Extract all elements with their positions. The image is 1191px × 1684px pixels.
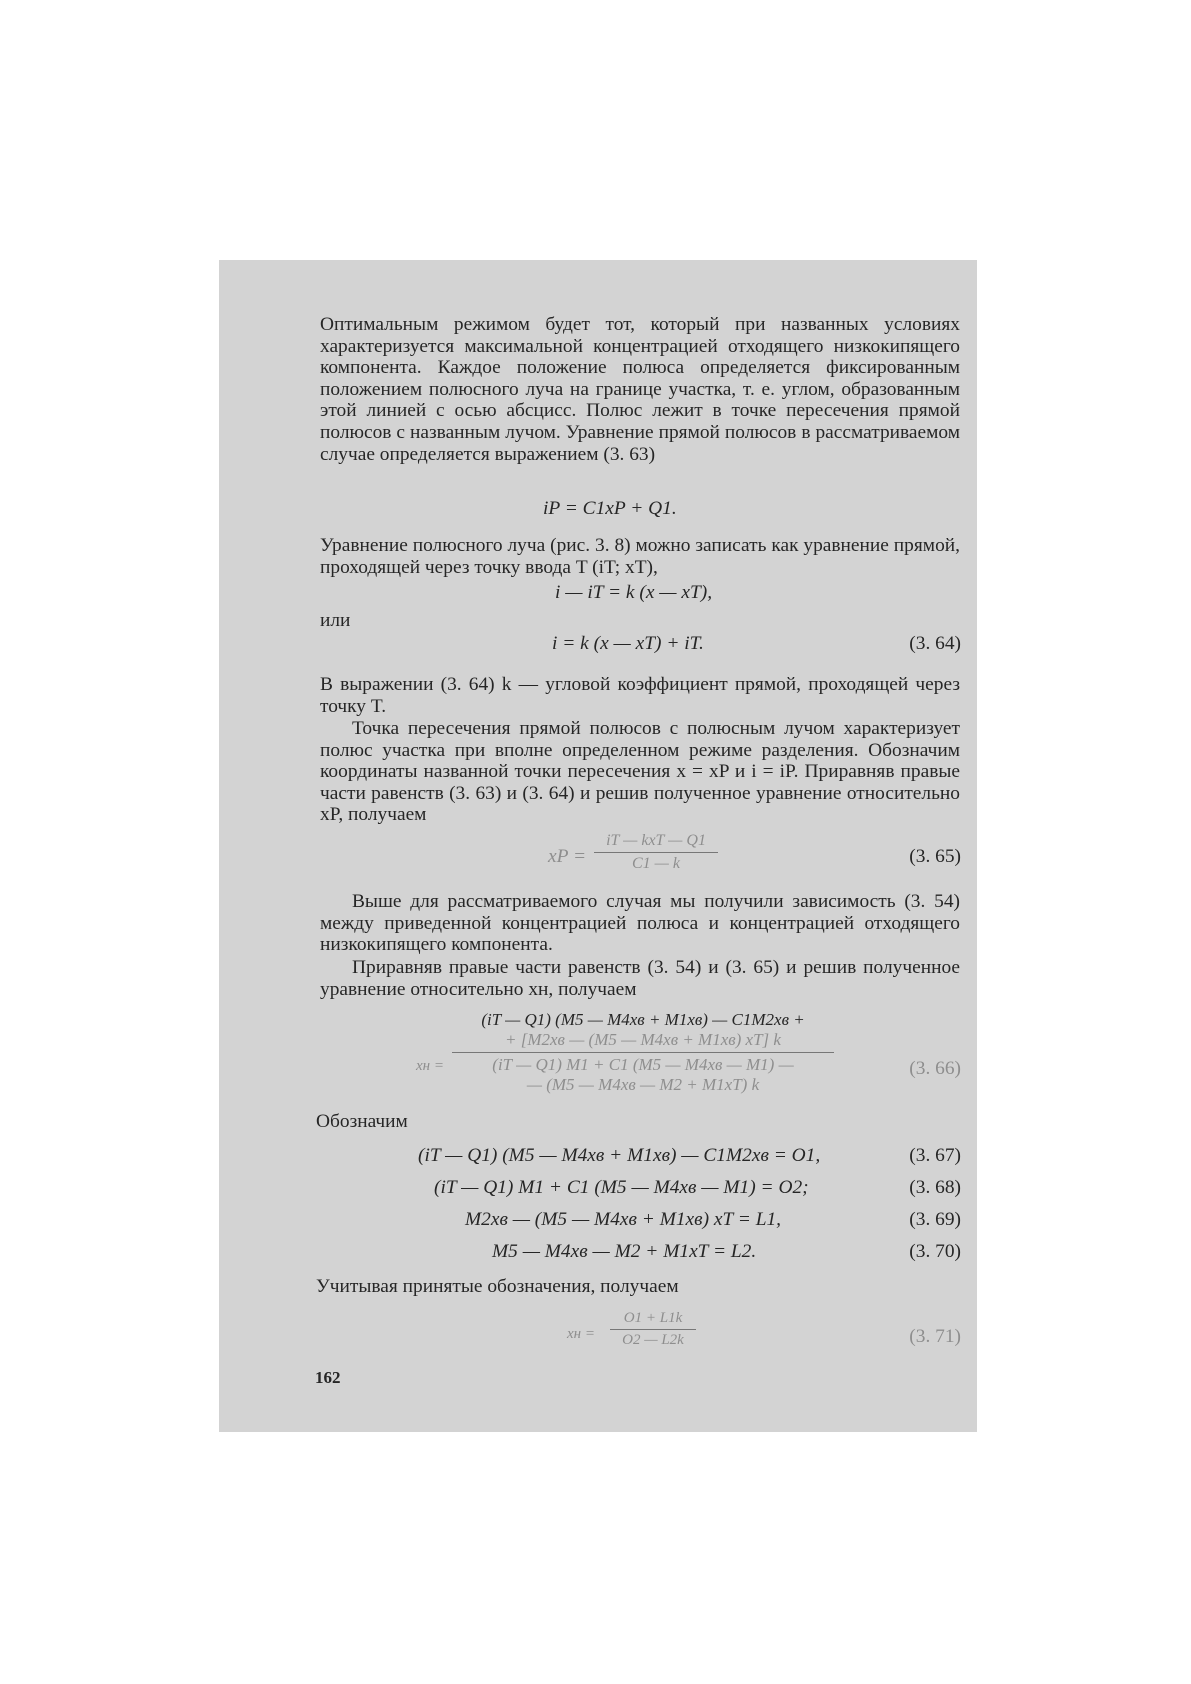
equation-3-69: M2xв — (M5 — M4xв + M1xв) xT = L1,	[465, 1209, 782, 1230]
equation-3-70: M5 — M4xв — M2 + M1xT = L2.	[492, 1241, 757, 1262]
equation-ray-line: i — iT = k (x — xT),	[555, 582, 713, 603]
fraction-bar	[594, 852, 718, 853]
paragraph-intersection: Точка пересечения прямой полюсов с полюсным лучом характеризует полюс участка при вполне определенном режиме разделения. Обозначим координаты названной точки пересечения x = xP и i = iP. Приравняв правые части равенств (3. 63) и (3. 64) и решив полученное уравнение относительно xP, получаем	[320, 718, 960, 826]
equation-3-68: (iT — Q1) M1 + C1 (M5 — M4xв — M1) = O2;	[434, 1177, 809, 1198]
equation-number-3-70: (3. 70)	[909, 1241, 961, 1262]
equation-number-3-65: (3. 65)	[909, 846, 961, 867]
equation-number-3-66: (3. 66)	[909, 1058, 961, 1079]
equation-3-66-fraction	[452, 1010, 834, 1095]
equation-3-65-lhs: xP =	[548, 846, 587, 867]
equation-3-63: iP = C1xP + Q1.	[543, 498, 677, 519]
equation-number-3-68: (3. 68)	[909, 1177, 961, 1198]
paragraph-dependence: Выше для рассматриваемого случая мы получили зависимость (3. 54) между приведенной концентрацией полюса и концентрацией отходящего низкокипящего компонента.	[320, 891, 960, 956]
equation-3-66-numerator-line-1: (iT — Q1) (M5 — M4xв + M1xв) — C1M2xв +	[481, 1010, 805, 1029]
equation-3-64: i = k (x — xT) + iT.	[552, 633, 704, 654]
equation-3-65-denominator: C1 — k	[632, 855, 680, 872]
equation-3-71-denominator: O2 — L2k	[622, 1332, 684, 1348]
fraction-bar	[452, 1052, 834, 1053]
equation-3-71-fraction	[610, 1310, 696, 1349]
equation-number-3-69: (3. 69)	[909, 1209, 961, 1230]
equation-3-67: (iT — Q1) (M5 — M4xв + M1xв) — C1M2xв = O1,	[418, 1145, 821, 1166]
equation-3-66-denominator-line-2: — (M5 — M4xв — M2 + M1xT) k	[526, 1075, 760, 1094]
equation-3-65-numerator: iT — kxT — Q1	[606, 832, 706, 849]
paragraph-using-notation: Учитывая принятые обозначения, получаем	[316, 1276, 679, 1297]
equation-number-3-71: (3. 71)	[909, 1326, 961, 1347]
book-page	[219, 260, 977, 1432]
equation-3-66-numerator-line-2: + [M2xв — (M5 — M4xв + M1xв) xT] k	[505, 1030, 781, 1049]
equation-number-3-67: (3. 67)	[909, 1145, 961, 1166]
paragraph-angular-coefficient: В выражении (3. 64) k — угловой коэффициент прямой, проходящей через точку T.	[320, 674, 960, 717]
equation-3-71-numerator: O1 + L1k	[623, 1310, 683, 1326]
page-number: 162	[315, 1368, 341, 1387]
equation-3-66-lhs: xн =	[416, 1058, 444, 1074]
equation-number-3-64: (3. 64)	[909, 633, 961, 654]
word-denote: Обозначим	[316, 1111, 408, 1132]
word-or: или	[320, 610, 351, 631]
fraction-bar	[610, 1329, 696, 1330]
equation-3-65-fraction	[594, 832, 718, 873]
equation-3-71-lhs: xн =	[567, 1326, 595, 1342]
paragraph-pole-ray: Уравнение полюсного луча (рис. 3. 8) можно записать как уравнение прямой, проходящей через точку ввода T (iT; xT),	[320, 535, 960, 578]
equation-3-66-denominator-line-1: (iT — Q1) M1 + C1 (M5 — M4xв — M1) —	[492, 1055, 794, 1074]
paragraph-intro: Оптимальным режимом будет тот, который при названных условиях характеризуется максимальной концентрацией отходящего низкокипящего компонента. Каждое положение полюса определяется фиксированным положением полюсного луча на границе участка, т. е. углом, образованным этой линией с осью абсцисс. Полюс лежит в точке пересечения прямой полюсов с названным лучом. Уравнение прямой полюсов в рассматриваемом случае определяется выражением (3. 63)	[320, 314, 960, 465]
paragraph-equate: Приравняв правые части равенств (3. 54) и (3. 65) и решив полученное уравнение относительно xн, получаем	[320, 957, 960, 1000]
